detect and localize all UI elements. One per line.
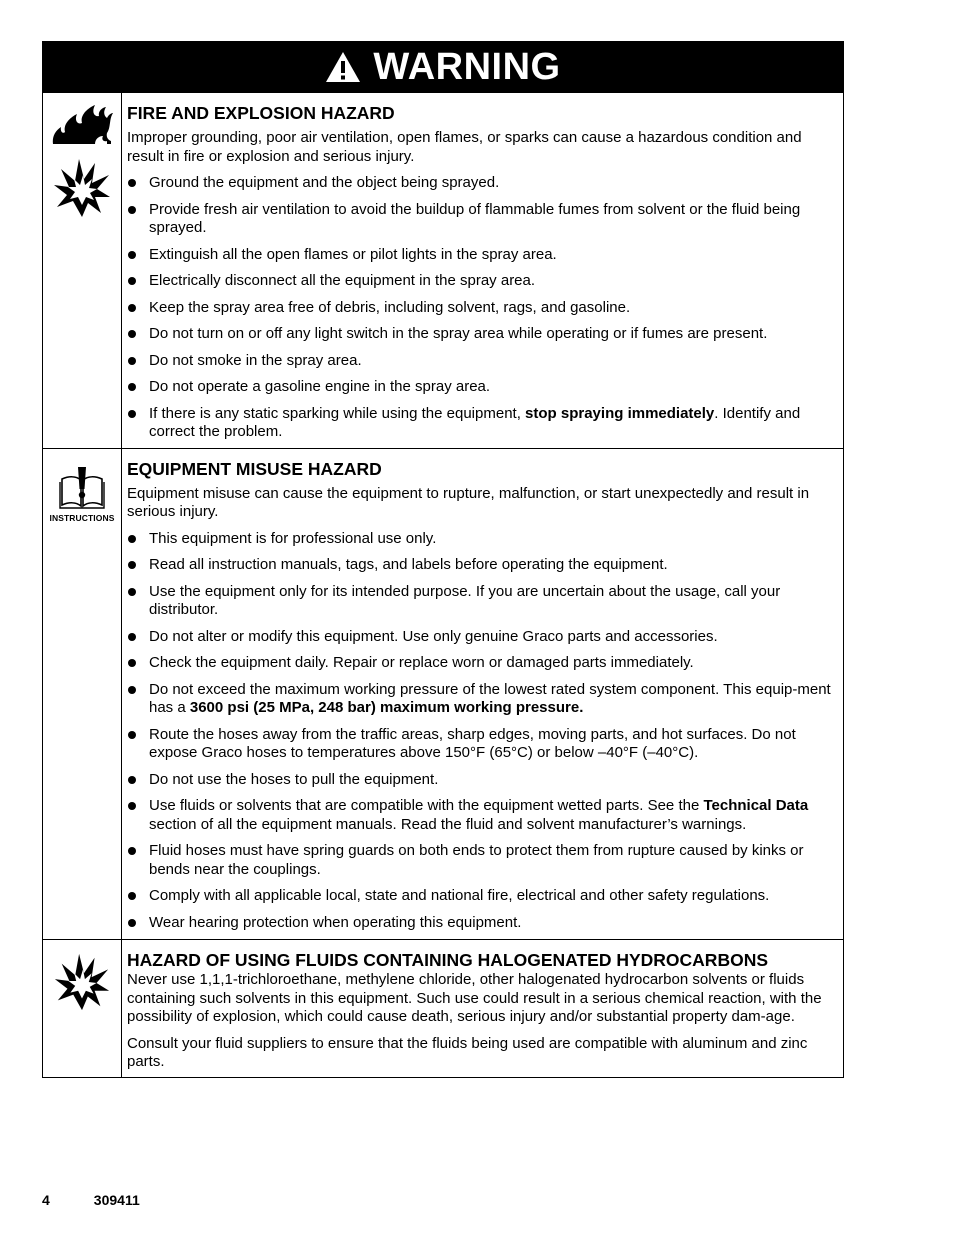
list-item xyxy=(127,681,837,718)
explosion-icon xyxy=(53,157,111,219)
list-item: Keep the spray area free of debris, including solvent, rags, and gasoline. xyxy=(127,299,837,318)
halogenated-title: HAZARD OF USING FLUIDS CONTAINING HALOGENATED HYDROCARBONS xyxy=(127,950,769,970)
document-number: 309411 xyxy=(93,1192,140,1208)
misuse-icon-column xyxy=(43,449,122,940)
warning-title: WARNING xyxy=(373,46,561,88)
list-item: Extinguish all the open flames or pilot lights in the spray area. xyxy=(127,246,837,265)
text: Use fluids or solvents that are compatible with the equipment wetted parts. See the xyxy=(149,797,704,814)
emphasis: 3600 psi (25 MPa, 248 bar) maximum working pressure. xyxy=(189,699,584,716)
list-item: Route the hoses away from the traffic areas, sharp edges, moving parts, and hot surfaces. Do not expose Graco hoses to temperatures above 150°F (65°C) or below –40°F (–40°C). xyxy=(127,726,837,763)
halogenated-paragraph: Consult your fluid suppliers to ensure that the fluids being used are compatible with aluminum and zinc parts. xyxy=(127,1034,808,1070)
list-item: Provide fresh air ventilation to avoid the buildup of flammable fumes from solvent or the fluid being sprayed. xyxy=(127,201,837,238)
fire-bullet-list xyxy=(127,174,837,442)
instruction-manual-icon xyxy=(59,465,105,509)
list-item: Electrically disconnect all the equipment in the spray area. xyxy=(127,272,837,291)
list-item: Do not operate a gasoline engine in the spray area. xyxy=(127,378,837,397)
list-item: This equipment is for professional use only. xyxy=(127,530,837,549)
text: . Identify and correct the problem. xyxy=(149,404,801,440)
fire-explosion-section xyxy=(43,92,843,448)
list-item: Do not smoke in the spray area. xyxy=(127,352,837,371)
halogenated-icon-column xyxy=(43,940,122,1077)
list-item: Read all instruction manuals, tags, and labels before operating the equipment. xyxy=(127,556,837,575)
fire-title: FIRE AND EXPLOSION HAZARD xyxy=(127,103,395,123)
list-item: Ground the equipment and the object being sprayed. xyxy=(127,174,837,193)
halogenated-content xyxy=(122,940,843,1077)
misuse-bullet-list xyxy=(127,530,837,933)
misuse-title: EQUIPMENT MISUSE HAZARD xyxy=(127,458,382,479)
warning-banner xyxy=(43,42,843,92)
page-footer xyxy=(42,1192,140,1208)
explosion-icon xyxy=(53,952,111,1012)
text: Do not exceed the maximum working pressure of the lowest rated system component. This equip-ment has a xyxy=(149,680,831,716)
halogenated-hydrocarbons-section xyxy=(43,939,843,1077)
list-item: Do not turn on or off any light switch in the spray area while operating or if fumes are present. xyxy=(127,325,837,344)
list-item: Comply with all applicable local, state and national fire, electrical and other safety regulations. xyxy=(127,887,837,906)
text: If there is any static sparking while using the equipment, xyxy=(149,404,526,422)
fire-content xyxy=(122,93,843,448)
equipment-misuse-section xyxy=(43,448,843,940)
emphasis: stop spraying immediately xyxy=(525,404,715,422)
page-number: 4 xyxy=(42,1192,50,1208)
misuse-content xyxy=(122,449,843,940)
misuse-intro: Equipment misuse can cause the equipment to rupture, malfunction, or start unexpectedly and result in serious injury. xyxy=(127,484,810,520)
fire-icon-column xyxy=(43,93,122,448)
list-item xyxy=(127,797,837,834)
list-item: Do not use the hoses to pull the equipment. xyxy=(127,771,837,790)
flame-icon xyxy=(51,103,113,145)
list-item: Fluid hoses must have spring guards on both ends to protect them from rupture caused by kinks or bends near the couplings. xyxy=(127,842,837,879)
emphasis: Technical Data xyxy=(703,797,809,814)
list-item: Check the equipment daily. Repair or replace worn or damaged parts immediately. xyxy=(127,654,837,673)
list-item xyxy=(127,405,837,442)
halogenated-paragraph: Never use 1,1,1-trichloroethane, methylene chloride, other halogenated hydrocarbon solvents or fluids containing such solvents in this equipment. Such use could result in a serious chemical reaction, with the possibility of explosion, which could cause death, serious injury and/or substantial property dam-age. xyxy=(127,971,822,1025)
list-item: Do not alter or modify this equipment. Use only genuine Graco parts and accessories. xyxy=(127,628,837,647)
warning-table xyxy=(42,41,844,1078)
instructions-label: INSTRUCTIONS xyxy=(49,512,115,523)
list-item: Wear hearing protection when operating this equipment. xyxy=(127,914,837,933)
list-item: Use the equipment only for its intended purpose. If you are uncertain about the usage, call your distributor. xyxy=(127,583,837,620)
text: section of all the equipment manuals. Read the fluid and solvent manufacturer’s warnings. xyxy=(149,815,747,833)
warning-triangle-icon xyxy=(325,51,361,83)
fire-intro: Improper grounding, poor air ventilation, open flames, or sparks can cause a hazardous condition and result in fire or explosion and serious injury. xyxy=(127,129,802,165)
